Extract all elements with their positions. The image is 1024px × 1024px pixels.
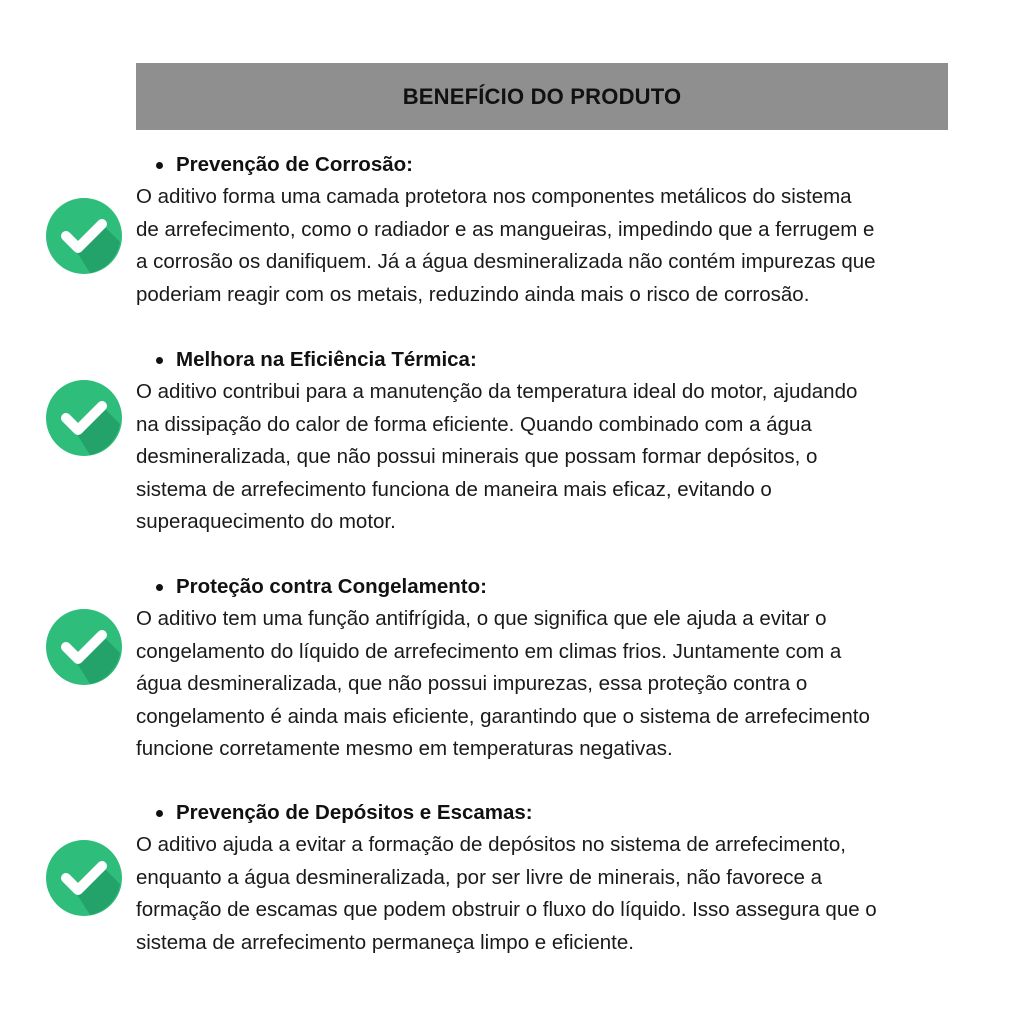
benefit-line: funcione corretamente mesmo em temperaturas negativas. <box>136 737 673 760</box>
benefit-line: desmineralizada, que não possui minerais que possam formar depósitos, o <box>136 445 818 468</box>
page-title: BENEFÍCIO DO PRODUTO <box>402 83 682 109</box>
benefit-title: Melhora na Eficiência Térmica: <box>176 348 477 371</box>
benefit-item <box>136 344 986 539</box>
bullet-dot <box>156 357 163 364</box>
benefit-line: formação de escamas que podem obstruir o fluxo do líquido. Isso assegura que o <box>136 898 877 921</box>
benefit-line: de arrefecimento, como o radiador e as mangueiras, impedindo que a ferrugem e <box>136 217 875 241</box>
check-circle-icon <box>46 380 122 456</box>
benefit-line: congelamento do líquido de arrefecimento em climas frios. Juntamente com a <box>136 639 842 663</box>
benefit-item <box>136 571 986 766</box>
benefit-item <box>136 797 986 959</box>
benefit-item <box>136 149 986 311</box>
benefit-line: congelamento é ainda mais eficiente, garantindo que o sistema de arrefecimento <box>136 704 870 728</box>
benefit-title: Proteção contra Congelamento: <box>176 575 487 598</box>
benefit-line: na dissipação do calor de forma eficiente. Quando combinado com a água <box>136 412 812 436</box>
benefit-line: enquanto a água desmineralizada, por ser livre de minerais, não favorece a <box>136 865 823 889</box>
bullet-dot <box>156 584 163 591</box>
benefit-line: poderiam reagir com os metais, reduzindo ainda mais o risco de corrosão. <box>136 282 810 306</box>
benefit-description <box>136 376 986 539</box>
benefit-line: O aditivo contribui para a manutenção da temperatura ideal do motor, ajudando <box>136 380 858 403</box>
benefit-line: O aditivo forma uma camada protetora nos componentes metálicos do sistema <box>136 185 852 208</box>
benefit-line: superaquecimento do motor. <box>136 510 396 533</box>
header-bar <box>136 63 948 130</box>
bullet-dot <box>156 162 163 169</box>
benefit-line: água desmineralizada, que não possui impurezas, essa proteção contra o <box>136 672 808 695</box>
benefit-line: O aditivo ajuda a evitar a formação de depósitos no sistema de arrefecimento, <box>136 833 846 856</box>
check-circle-icon <box>46 198 122 274</box>
benefit-description <box>136 829 986 959</box>
check-circle-icon <box>46 609 122 685</box>
benefit-line: O aditivo tem uma função antifrígida, o que significa que ele ajuda a evitar o <box>136 607 827 630</box>
check-circle-icon <box>46 840 122 916</box>
benefit-line: sistema de arrefecimento funciona de maneira mais eficaz, evitando o <box>136 477 772 501</box>
benefit-line: a corrosão os danifiquem. Já a água desmineralizada não contém impurezas que <box>136 250 876 273</box>
benefit-description <box>136 181 986 311</box>
bullet-dot <box>156 810 163 817</box>
benefit-line: sistema de arrefecimento permaneça limpo e eficiente. <box>136 930 634 954</box>
benefit-title: Prevenção de Depósitos e Escamas: <box>176 801 533 824</box>
benefit-title: Prevenção de Corrosão: <box>176 153 413 176</box>
benefit-description <box>136 603 986 766</box>
